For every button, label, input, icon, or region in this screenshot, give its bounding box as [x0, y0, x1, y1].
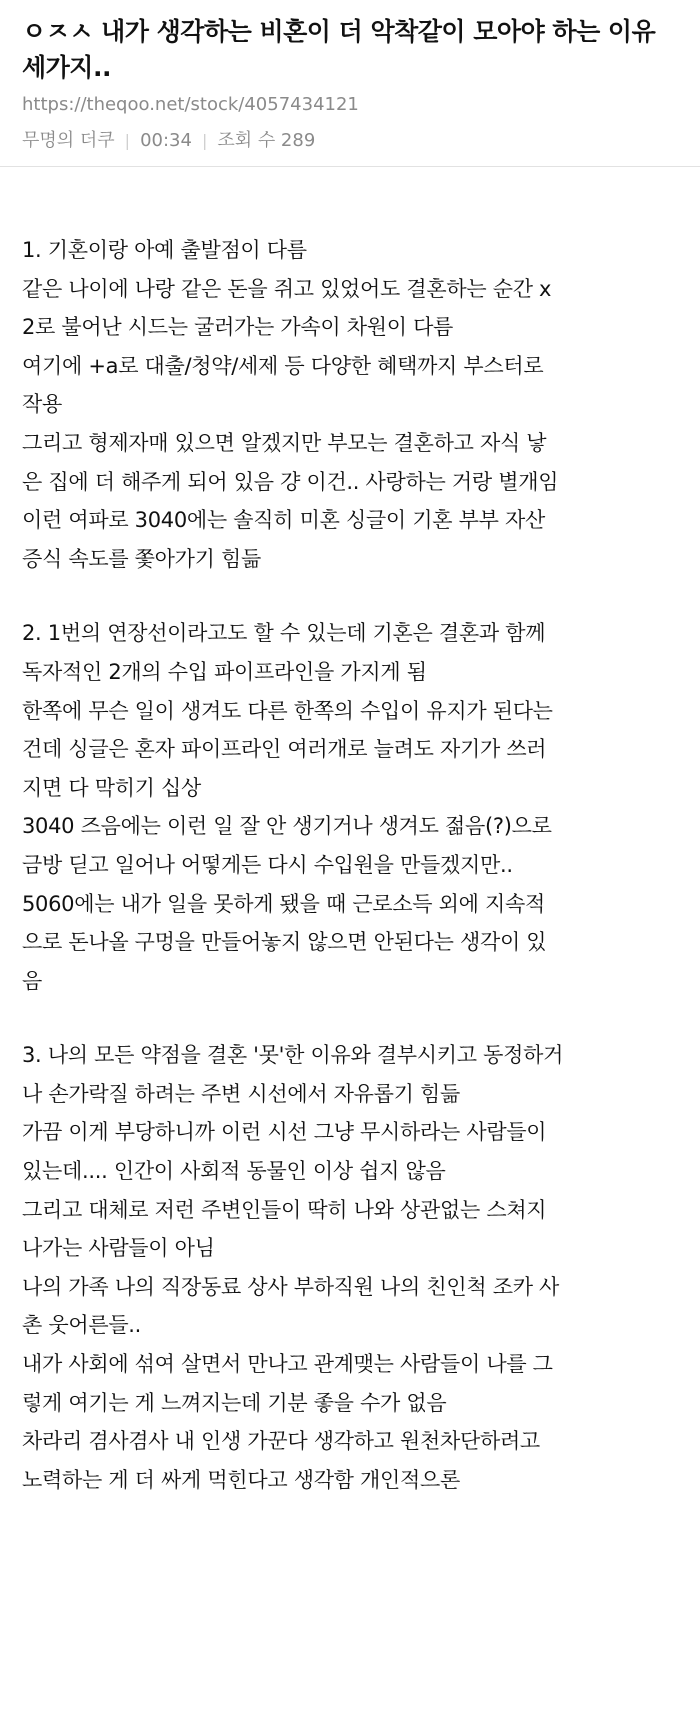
body-text-line: 1. 기혼이랑 아예 출발점이 다름 — [22, 238, 307, 262]
body-text-line: 노력하는 게 더 싸게 먹힌다고 생각함 개인적으론 — [22, 1467, 460, 1492]
body-text-line: 같은 나이에 나랑 같은 돈을 쥐고 있었어도 결혼하는 순간 x — [22, 276, 552, 301]
post-title[interactable] — [22, 14, 678, 86]
meta-divider: | — [201, 131, 208, 150]
body-text-line: 촌 웃어른들.. — [22, 1313, 142, 1338]
body-text-line: 3040 즈음에는 이런 일 잘 안 생기거나 생겨도 젊음(?)으로 — [22, 814, 552, 839]
author-name[interactable]: 무명의 더쿠 — [22, 130, 115, 151]
body-text-line: 증식 속도를 쫓아가기 힘듦 — [22, 546, 261, 571]
post-url-link[interactable]: https://theqoo.net/stock/4057434121 — [22, 94, 359, 115]
body-text-line: 한쪽에 무슨 일이 생겨도 다른 한쪽의 수입이 유지가 된다는 — [22, 698, 553, 723]
body-text-line: 독자적인 2개의 수입 파이프라인을 가지게 됨 — [22, 659, 427, 684]
view-count: 조회 수 289 — [217, 130, 316, 151]
body-text-line: 그리고 대체로 저런 주변인들이 딱히 나와 상관없는 스쳐지 — [22, 1197, 547, 1222]
post-time: 00:34 — [140, 130, 192, 151]
body-text-line: 음 — [22, 968, 42, 993]
post-title-line: ㅇㅈㅅ 내가 생각하는 비혼이 더 악착같이 모아야 하는 이유 — [22, 17, 656, 46]
post-header — [0, 0, 700, 154]
body-text-line: 나가는 사람들이 아님 — [22, 1236, 215, 1261]
body-text-line: 여기에 +a로 대출/청약/세제 등 다양한 혜택까지 부스터로 — [22, 353, 544, 378]
body-text-line: 작용 — [22, 392, 62, 417]
post-body — [0, 167, 700, 1499]
paragraph-1 — [22, 231, 678, 578]
body-text-line: 차라리 겸사겸사 내 인생 가꾼다 생각하고 원천차단하려고 — [22, 1429, 540, 1454]
body-text-line: 그리고 형제자매 있으면 알겠지만 부모는 결혼하고 자식 낳 — [22, 430, 547, 455]
body-text-line: 나 손가락질 하려는 주변 시선에서 자유롭기 힘듦 — [22, 1081, 460, 1106]
paragraph-3 — [22, 1036, 678, 1499]
paragraph-2 — [22, 614, 678, 1000]
post-meta — [22, 128, 678, 154]
body-text-line: 가끔 이게 부당하니까 이런 시선 그냥 무시하라는 사람들이 — [22, 1120, 547, 1145]
body-text-line: 2로 불어난 시드는 굴러가는 가속이 차원이 다름 — [22, 315, 454, 340]
body-text-line: 이런 여파로 3040에는 솔직히 미혼 싱글이 기혼 부부 자산 — [22, 508, 545, 533]
body-text-line: 건데 싱글은 혼자 파이프라인 여러개로 늘려도 자기가 쓰러 — [22, 737, 547, 762]
body-text-line: 내가 사회에 섞여 살면서 만나고 관계맺는 사람들이 나를 그 — [22, 1352, 553, 1377]
post-title-line: 세가지.. — [22, 53, 111, 82]
body-text-line: 으로 돈나올 구멍을 만들어놓지 않으면 안된다는 생각이 있 — [22, 930, 547, 955]
body-text-line: 2. 1번의 연장선이라고도 할 수 있는데 기혼은 결혼과 함께 — [22, 621, 546, 646]
meta-divider: | — [124, 131, 131, 150]
body-text-line: 금방 딛고 일어나 어떻게든 다시 수입원을 만들겠지만.. — [22, 852, 513, 877]
body-text-line: 3. 나의 모든 약점을 결혼 '못'한 이유와 결부시키고 동정하거 — [22, 1043, 564, 1068]
body-text-line: 나의 가족 나의 직장동료 상사 부하직원 나의 친인척 조카 사 — [22, 1274, 560, 1299]
body-text-line: 5060에는 내가 일을 못하게 됐을 때 근로소득 외에 지속적 — [22, 891, 545, 916]
body-text-line: 있는데.... 인간이 사회적 동물인 이상 쉽지 않음 — [22, 1159, 446, 1184]
body-text-line: 렇게 여기는 게 느껴지는데 기분 좋을 수가 없음 — [22, 1390, 447, 1415]
body-text-line: 은 집에 더 해주게 되어 있음 걍 이건.. 사랑하는 거랑 별개임 — [22, 469, 559, 494]
body-text-line: 지면 다 막히기 십상 — [22, 775, 202, 800]
